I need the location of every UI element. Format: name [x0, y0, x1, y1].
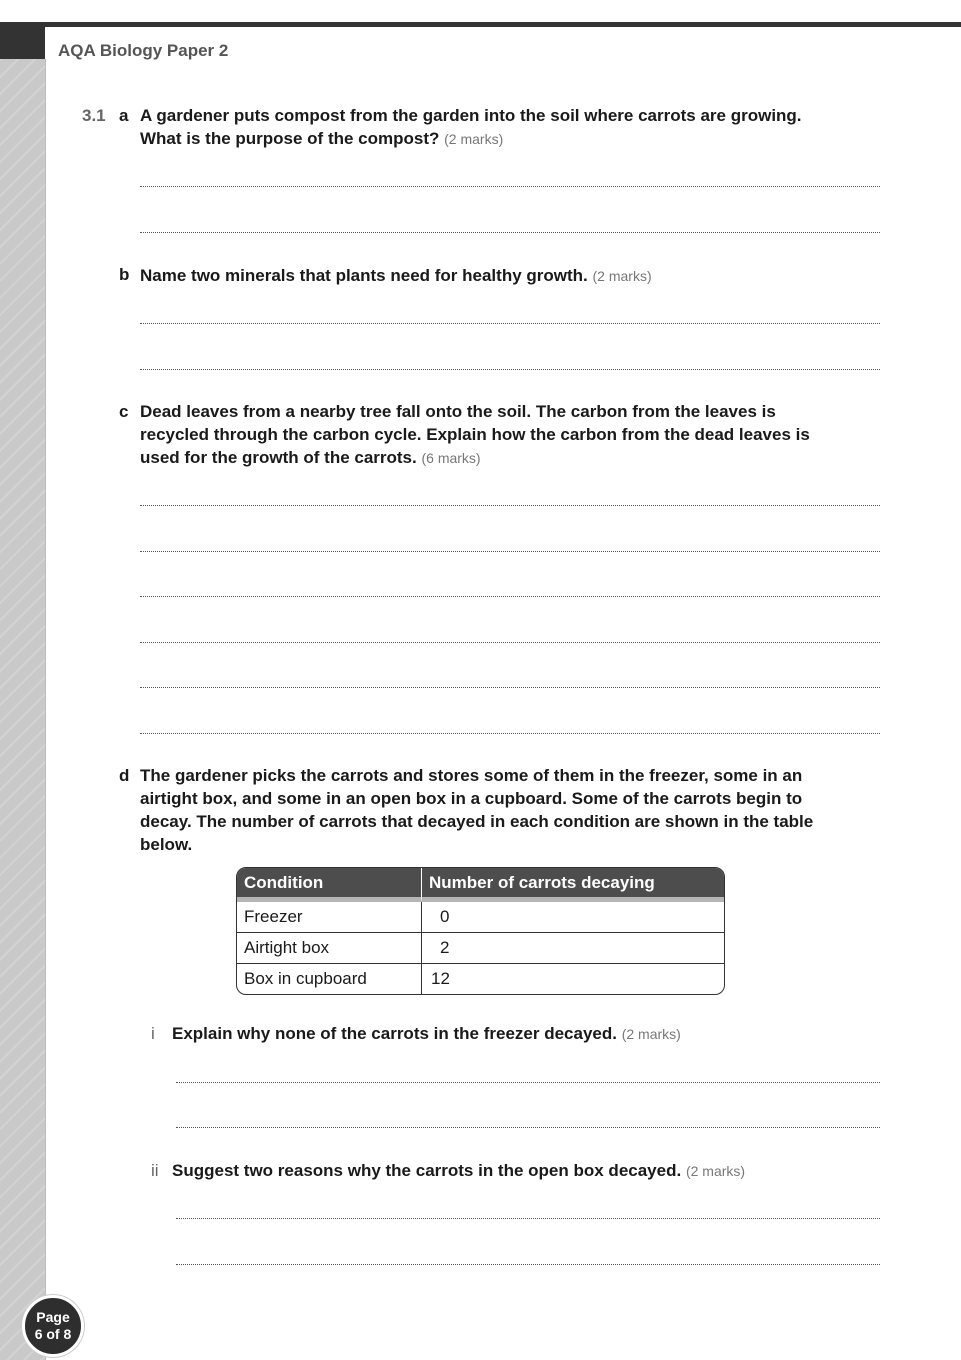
emphasis-two: two [191, 266, 221, 285]
part-a-line-1: A gardener puts compost from the garden into the soil where carrots are growing. [140, 106, 802, 125]
answer-line-dii-1[interactable] [176, 1218, 880, 1219]
answer-line-di-2[interactable] [176, 1127, 880, 1128]
header-number-decaying: Number of carrots decaying [422, 868, 724, 902]
question-number: 3.1 [82, 106, 106, 125]
answer-line-c-5[interactable] [140, 687, 880, 688]
subpart-ii-marks: (2 marks) [685, 1163, 746, 1179]
subpart-i-marks: (2 marks) [621, 1026, 681, 1042]
part-c-question: Dead leaves from a nearby tree fall onto the soil. The carbon from the leaves is recycled through the carbon cycle. Explain how the carbon from the dead leaves is used for the growth of the carrots. (6 marks) [140, 402, 810, 467]
answer-line-c-2[interactable] [140, 551, 880, 552]
page-number-badge [22, 1295, 84, 1357]
count-cell: 2 [422, 932, 724, 963]
table-header-row [237, 868, 724, 902]
answer-line-di-1[interactable] [176, 1082, 880, 1083]
count-cell: 12 [422, 963, 724, 994]
table-row [237, 963, 724, 994]
part-c-letter: c [119, 402, 129, 421]
answer-line-c-3[interactable] [140, 596, 880, 597]
answer-line-dii-2[interactable] [176, 1264, 880, 1265]
part-b-marks: (2 marks) [592, 268, 652, 284]
part-a-letter: a [119, 106, 129, 125]
corner-block [0, 27, 45, 59]
part-c-marks: (6 marks) [421, 450, 481, 466]
page-of: 6 of 8 [34, 1326, 72, 1342]
answer-line-a-1[interactable] [140, 186, 880, 187]
table-row [237, 932, 724, 963]
subpart-ii-question: Suggest two reasons why the carrots in the open box decayed. (2 marks) [172, 1161, 746, 1180]
decay-results-table [236, 867, 725, 995]
paper-title: AQA Biology Paper 2 [58, 41, 229, 60]
answer-line-b-1[interactable] [140, 323, 880, 324]
answer-line-c-6[interactable] [140, 733, 880, 734]
answer-line-b-2[interactable] [140, 369, 880, 370]
side-margin-strip [0, 59, 46, 1360]
part-a-marks: (2 marks) [444, 131, 504, 147]
subpart-i-question: Explain why none of the carrots in the freezer decayed. (2 marks) [172, 1024, 681, 1043]
count-cell: 0 [440, 907, 450, 926]
part-b-question: Name two minerals that plants need for healthy growth. (2 marks) [140, 266, 652, 285]
top-border-bar [0, 22, 961, 27]
part-d-letter: d [119, 766, 130, 785]
answer-line-c-4[interactable] [140, 642, 880, 643]
part-d-question: The gardener picks the carrots and stores some of them in the freezer, some in an airtight box, and some in an open box in a cupboard. Some of the carrots begin to decay. The number of carrots that decayed in each condition are shown in the table below. [140, 766, 814, 854]
answer-line-a-2[interactable] [140, 232, 880, 233]
condition-cell: Airtight box [237, 932, 422, 963]
condition-cell: Freezer [237, 902, 422, 932]
answer-line-c-1[interactable] [140, 505, 880, 506]
subpart-i-label: i [151, 1024, 155, 1043]
header-condition: Condition [237, 868, 422, 902]
part-b-letter: b [119, 265, 130, 284]
page-label: Page [36, 1309, 70, 1325]
subpart-ii-label: ii [151, 1161, 159, 1180]
emphasis-two: two [243, 1161, 274, 1180]
table-row [237, 902, 724, 932]
condition-cell: Box in cupboard [237, 963, 422, 994]
part-a-question [140, 104, 880, 151]
part-a-line-2: What is the purpose of the compost? (2 marks) [140, 129, 504, 148]
